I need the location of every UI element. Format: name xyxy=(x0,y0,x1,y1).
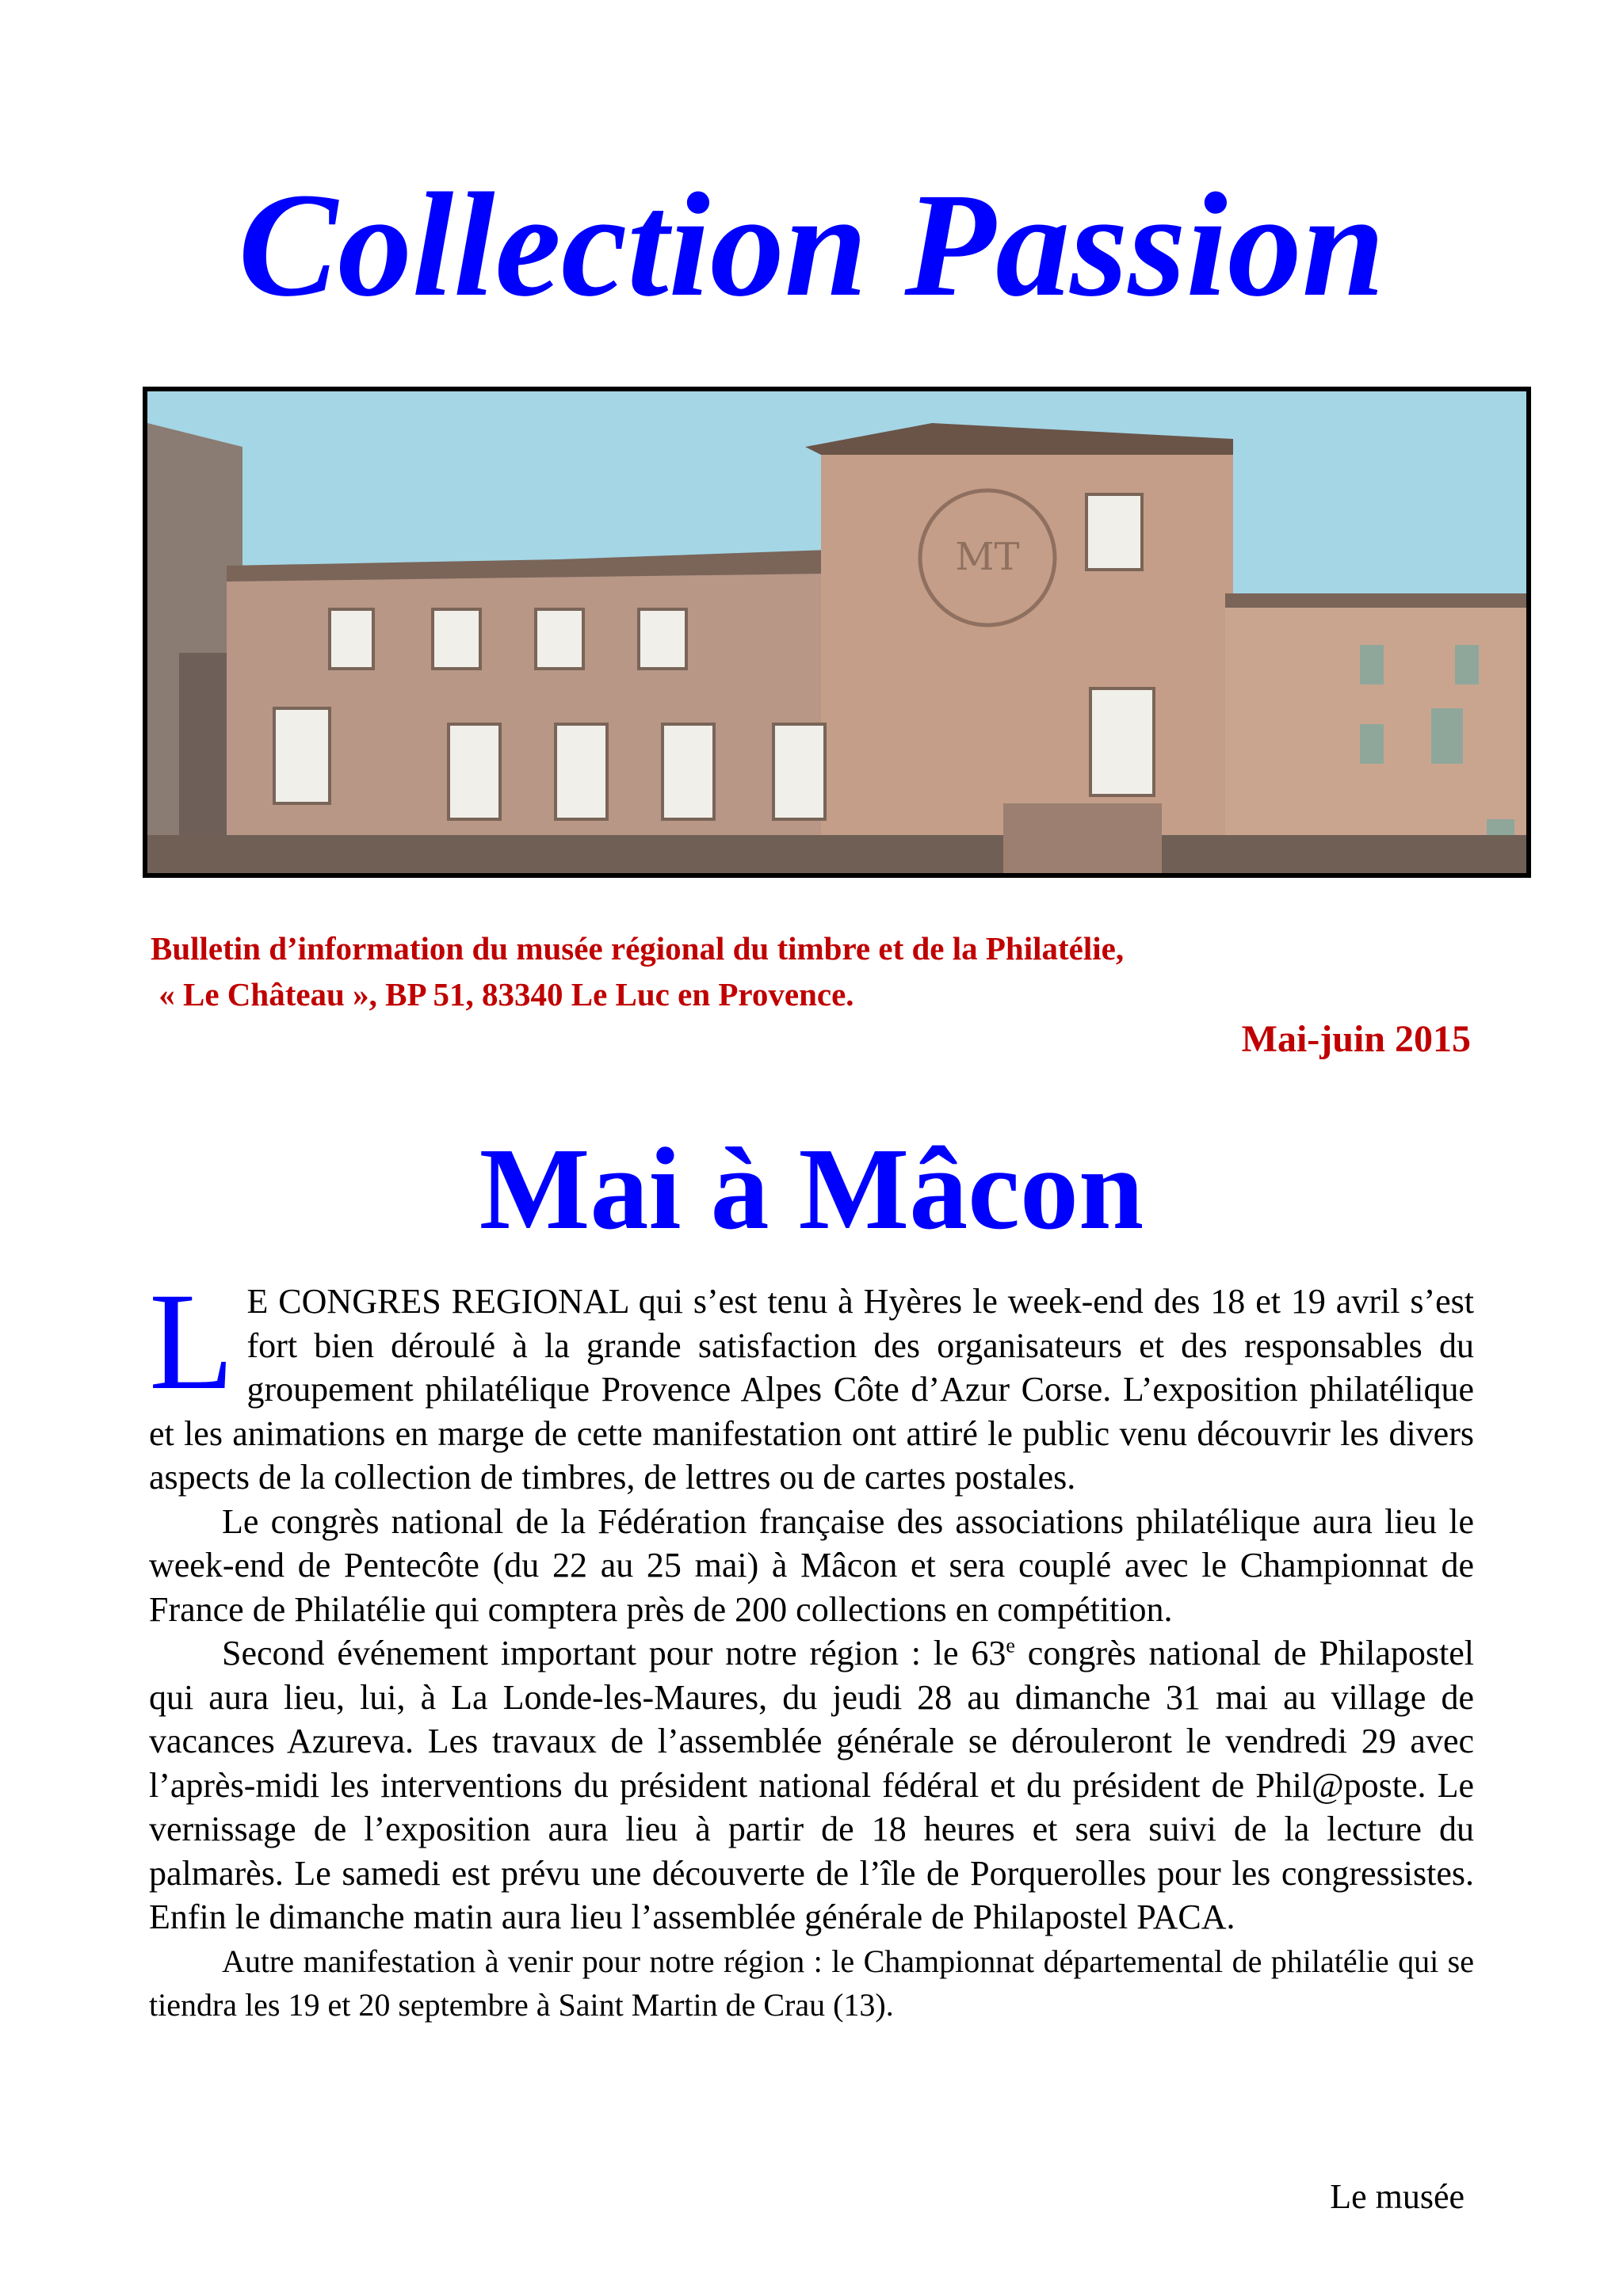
article-paragraph-2: Le congrès national de la Fédération française des associations philatélique aura lieu le week-end de Pentecôte (du 22 au 25 mai) à Mâcon et sera couplé avec le Championnat de France de Philatélie qui comptera près de 200 collections en compétition. xyxy=(149,1501,1474,1629)
article-paragraph-3 xyxy=(149,1631,1474,1939)
article-paragraph-4: Autre manifestation à venir pour notre région : le Championnat départemental de philatélie qui se tiendra les 19 et 20 septembre à Saint Martin de Crau (13). xyxy=(149,1943,1474,2023)
paragraph-3-text-end: congrès national de Philapostel qui aura lieu, lui, à La Londe-les-Maures, du jeudi 28 au dimanche 31 mai au village de vacances Azureva. Les travaux de l’assemblée générale se dérouleront le vendredi 29 avec l’après-midi les interventions du président national fédéral et du président de Phil@poste. Le vernissage de l’exposition aura lieu à partir de 18 heures et sera suivi de la lecture du palmarès. Le samedi est prévu une découverte de l’île de Porquerolles pour les congressistes. Enfin le dimanche matin aura lieu l’assemblée générale de Philapostel PACA. xyxy=(149,1634,1474,1936)
article-body xyxy=(149,1264,1474,2027)
subtitle-line-2: « Le Château », BP 51, 83340 Le Luc en Provence. xyxy=(151,976,854,1013)
article-headline: Mai à Mâcon xyxy=(479,1124,1144,1254)
issue-date: Mai-juin 2015 xyxy=(1241,1018,1471,1060)
paragraph-1-text: E CONGRES REGIONAL qui s’est tenu à Hyères le week-end des 18 et 19 avril s’est fort bien déroulé à la grande satisfaction des organisateurs et des responsables du groupement philatélique Provence Alpes Côte d’Azur Corse. L’exposition philatélique et les animations en marge de cette manifestation ont attiré le public venu découvrir les divers aspects de la collection de timbres, de lettres ou de cartes postales. xyxy=(149,1282,1474,1497)
article-paragraph-1 xyxy=(149,1264,1474,1500)
museum-building-photo xyxy=(143,387,1531,878)
building-illustration xyxy=(147,391,1526,873)
signature: Le musée xyxy=(1330,2177,1465,2216)
svg-text:MT: MT xyxy=(955,535,1020,579)
masthead-title: Collection Passion xyxy=(238,162,1385,327)
drop-cap: L xyxy=(149,1264,235,1419)
subtitle-line-1: Bulletin d’information du musée régional du timbre et de la Philatélie, xyxy=(151,930,1125,967)
ordinal-superscript: e xyxy=(1006,1634,1015,1657)
paragraph-3-text-start: Second événement important pour notre région : le 63 xyxy=(222,1634,1006,1672)
bulletin-subtitle xyxy=(151,925,1498,1017)
